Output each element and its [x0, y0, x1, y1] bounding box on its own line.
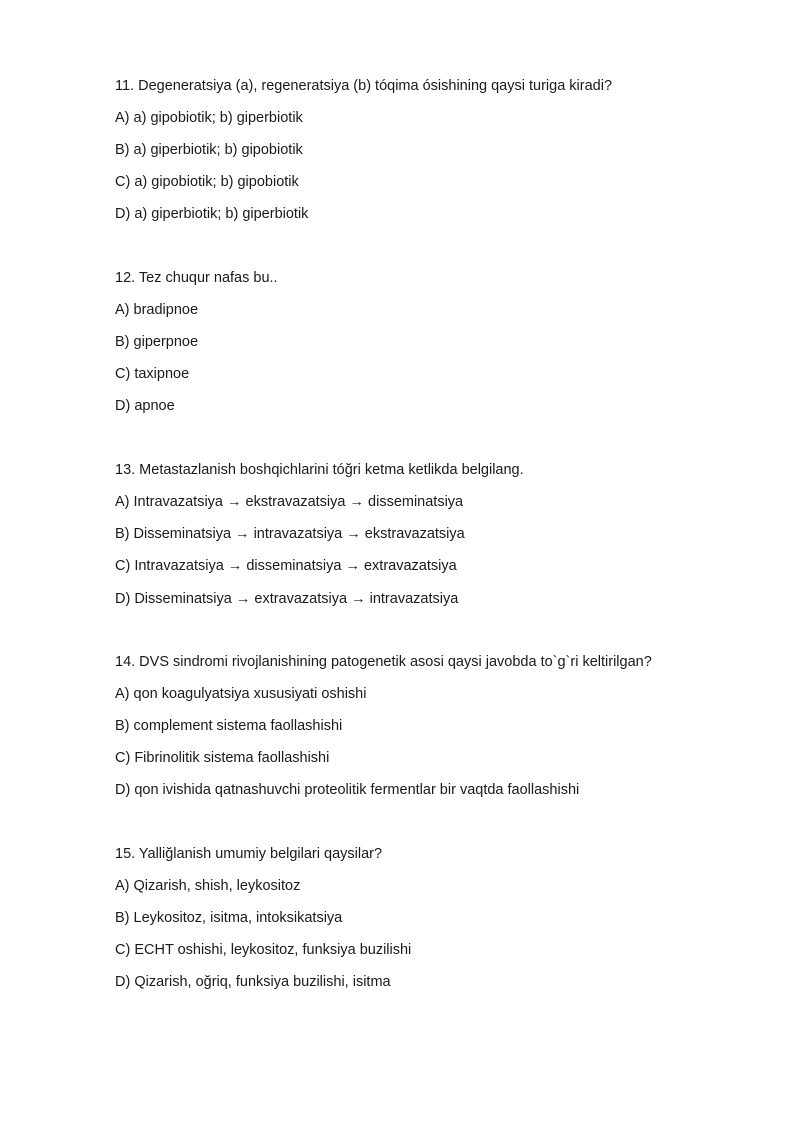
option-b: B) giperpnoe	[115, 334, 199, 350]
option-a: A) a) gipobiotik; b) giperbiotik	[115, 110, 303, 126]
question-text: 14. DVS sindromi rivojlanishining patogenetik asosi qaysi javobda to`g`ri keltirilgan?	[115, 654, 652, 670]
option-c: C) taxipnoe	[115, 366, 190, 382]
option-b: B) complement sistema faollashishi	[115, 718, 343, 734]
question-text: 13. Metastazlanish boshqichlarini tóğri ketma ketlikda belgilang.	[115, 462, 524, 478]
option-c: C) ECHT oshishi, leykositoz, funksiya buzilishi	[115, 942, 412, 958]
option-d: D) apnoe	[115, 398, 175, 414]
option-b: B) a) giperbiotik; b) gipobiotik	[115, 142, 303, 158]
option-d: D) Disseminatsiya → extravazatsiya → intravazatsiya	[115, 591, 459, 607]
option-c: C) Fibrinolitik sistema faollashishi	[115, 750, 330, 766]
question-text: 11. Degeneratsiya (a), regeneratsiya (b) tóqima ósishining qaysi turiga kiradi?	[115, 78, 613, 94]
option-c: C) Intravazatsiya → disseminatsiya → extravazatsiya	[115, 558, 457, 574]
option-d: D) qon ivishida qatnashuvchi proteolitik fermentlar bir vaqtda faollashishi	[115, 782, 580, 798]
question-text: 15. Yalliğlanish umumiy belgilari qaysilar?	[115, 846, 383, 862]
option-b: B) Leykositoz, isitma, intoksikatsiya	[115, 910, 343, 926]
option-c: C) a) gipobiotik; b) gipobiotik	[115, 174, 299, 190]
option-a: A) Qizarish, shish, leykositoz	[115, 878, 301, 894]
option-b: B) Disseminatsiya → intravazatsiya → ekstravazatsiya	[115, 526, 465, 542]
option-a: A) Intravazatsiya → ekstravazatsiya → disseminatsiya	[115, 494, 464, 510]
option-d: D) Qizarish, oğriq, funksiya buzilishi, isitma	[115, 974, 391, 990]
option-a: A) bradipnoe	[115, 302, 199, 318]
question-text: 12. Tez chuqur nafas bu..	[115, 270, 278, 286]
option-a: A) qon koagulyatsiya xususiyati oshishi	[115, 686, 367, 702]
option-d: D) a) giperbiotik; b) giperbiotik	[115, 206, 309, 222]
